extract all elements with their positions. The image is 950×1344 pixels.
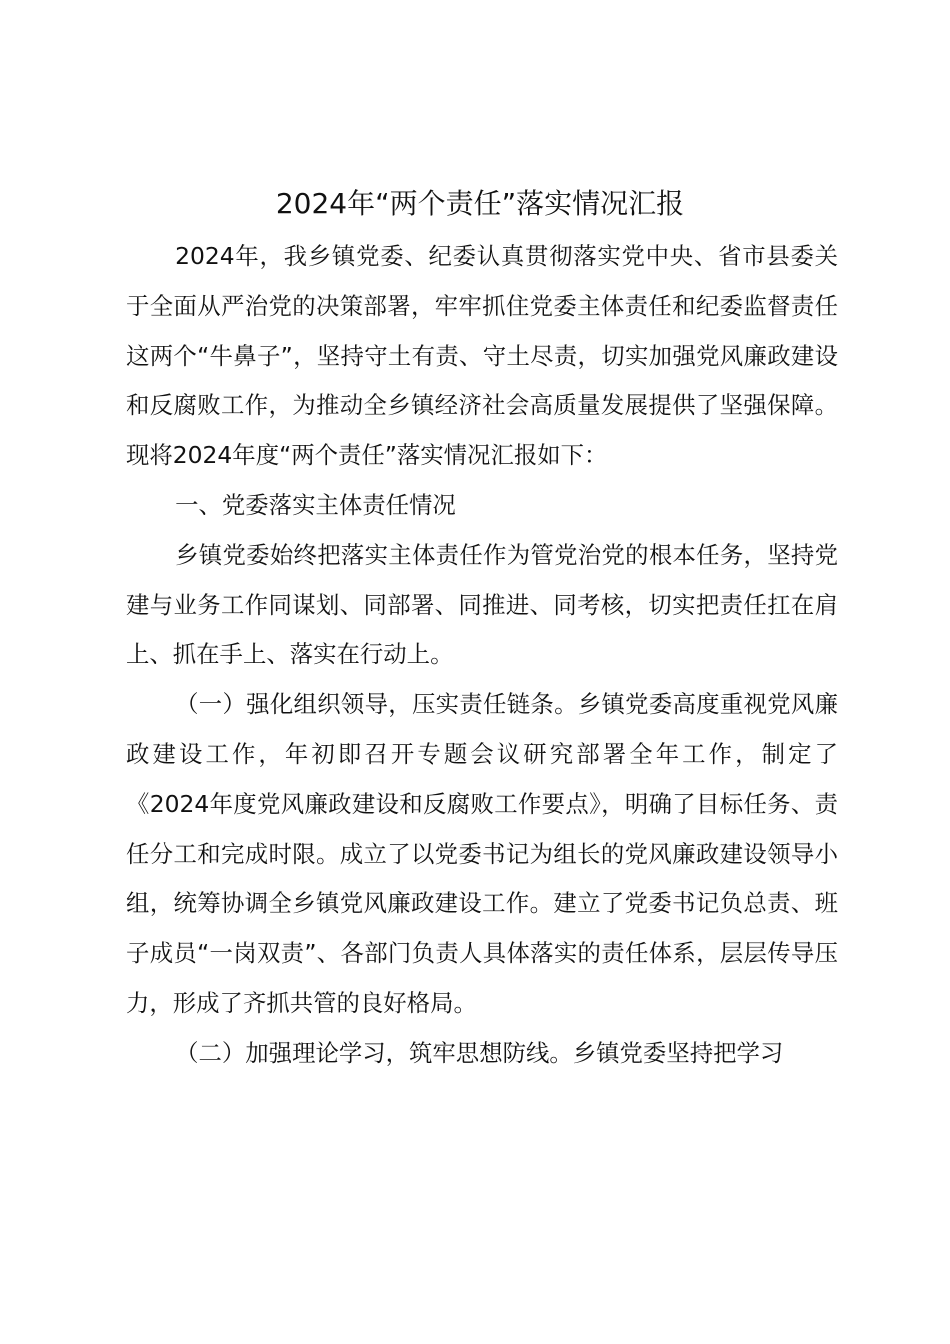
paragraph-intro: 2024年，我乡镇党委、纪委认真贯彻落实党中央、省市县委关于全面从严治党的决策部署，牢牢抓住党委主体责任和纪委监督责任这两个“牛鼻子”，坚持守土有责、守土尽责，切实加强党风廉政建设和反腐败工作，为推动全乡镇经济社会高质量发展提供了坚强保障。现将2024年度“两个责任”落实情况汇报如下：	[126, 242, 838, 470]
document-title: 2024年“两个责任”落实情况汇报	[275, 187, 685, 220]
paragraph-section-1-intro: 乡镇党委始终把落实主体责任作为管党治党的根本任务，坚持党建与业务工作同谋划、同部署、同推进、同考核，切实把责任扛在肩上、抓在手上、落实在行动上。	[126, 540, 838, 669]
document-body	[126, 232, 838, 1079]
paragraph-subsection-1: （一）强化组织领导，压实责任链条。乡镇党委高度重视党风廉政建设工作，年初即召开专题会议研究部署全年工作，制定了《2024年度党风廉政建设和反腐败工作要点》，明确了目标任务、责任分工和完成时限。成立了以党委书记为组长的党风廉政建设领导小组，统筹协调全乡镇党风廉政建设工作。建立了党委书记负总责、班子成员“一岗双责”、各部门负责人具体落实的责任体系，层层传导压力，形成了齐抓共管的良好格局。	[126, 690, 838, 1017]
paragraph-subsection-2: （二）加强理论学习，筑牢思想防线。乡镇党委坚持把学习	[175, 1038, 784, 1067]
section-heading-1: 一、党委落实主体责任情况	[175, 490, 456, 519]
